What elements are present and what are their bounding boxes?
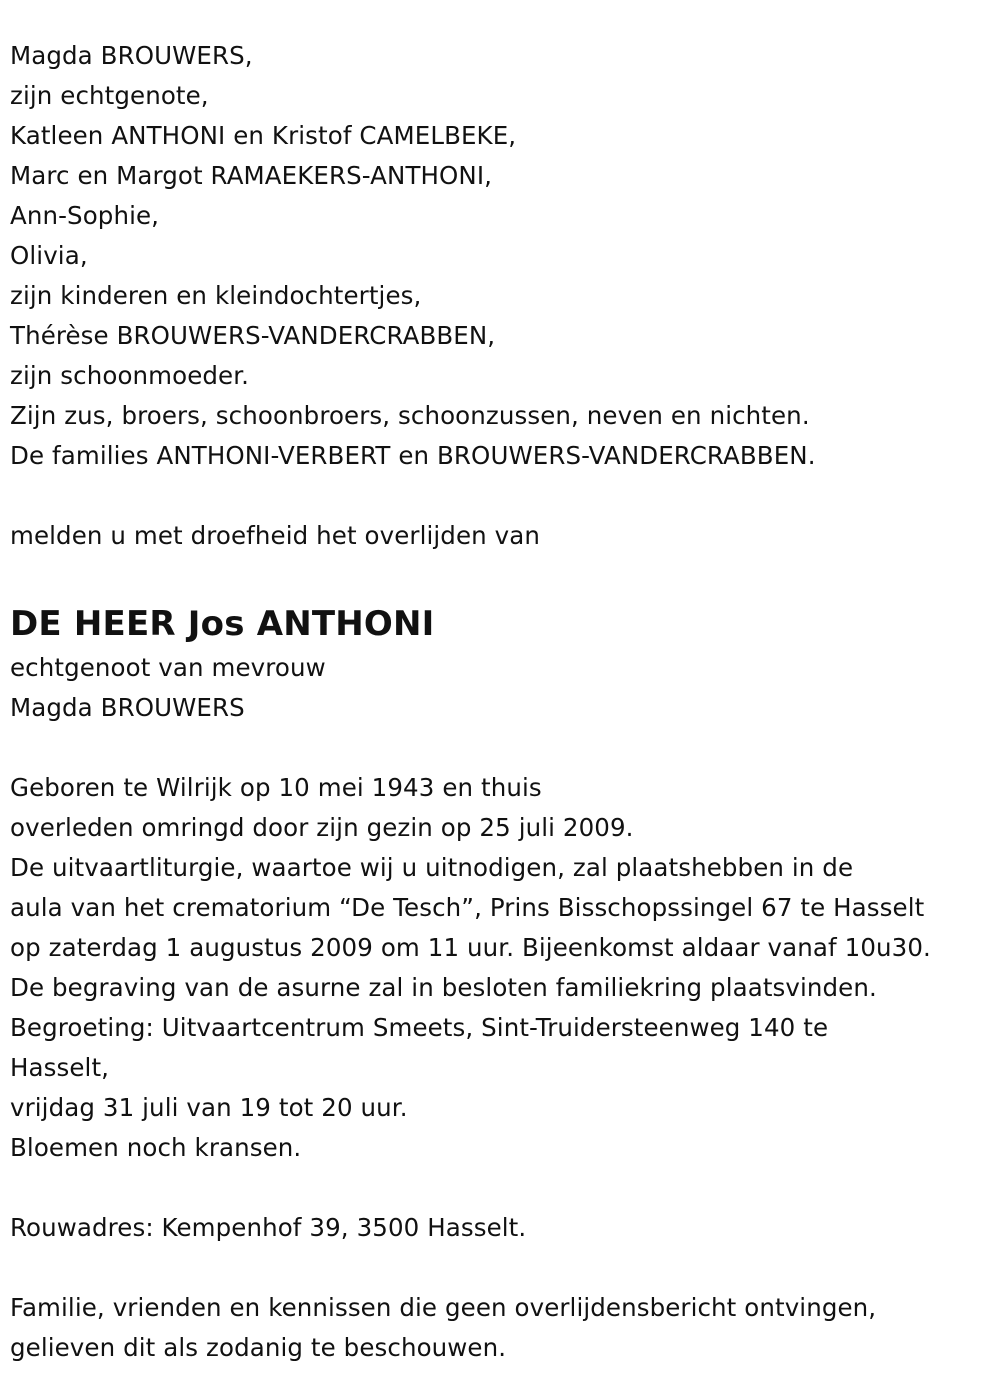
deceased-relation: echtgenoot van mevrouw — [10, 653, 326, 682]
detail-line: vrijdag 31 juli van 19 tot 20 uur. — [10, 1093, 408, 1122]
detail-line: Hasselt, — [10, 1053, 110, 1082]
family-line: zijn schoonmoeder. — [10, 361, 250, 390]
deceased-name: DE HEER Jos ANTHONI — [10, 604, 435, 644]
detail-line: aula van het crematorium “De Tesch”, Prins Bisschopssingel 67 te Hasselt — [10, 893, 925, 922]
family-line: Katleen ANTHONI en Kristof CAMELBEKE, — [10, 121, 517, 150]
family-line: De families ANTHONI-VERBERT en BROUWERS-VANDERCRABBEN. — [10, 441, 816, 470]
closing-line: Familie, vrienden en kennissen die geen overlijdensbericht ontvingen, — [10, 1293, 877, 1322]
spacer — [10, 476, 995, 516]
detail-line: De begraving van de asurne zal in besloten familiekring plaatsvinden. — [10, 973, 877, 1002]
family-line: Marc en Margot RAMAEKERS-ANTHONI, — [10, 161, 493, 190]
family-line: Olivia, — [10, 241, 88, 270]
closing-line: gelieven dit als zodanig te beschouwen. — [10, 1333, 507, 1362]
family-line: Magda BROUWERS, — [10, 41, 253, 70]
family-list — [10, 36, 995, 476]
family-line: zijn echtgenote, — [10, 81, 209, 110]
mourning-address: Rouwadres: Kempenhof 39, 3500 Hasselt. — [10, 1213, 527, 1242]
funeral-details — [10, 768, 995, 1168]
detail-line: Begroeting: Uitvaartcentrum Smeets, Sint-Truidersteenweg 140 te — [10, 1013, 829, 1042]
spacer — [10, 556, 995, 596]
obituary-document — [10, 36, 995, 1368]
family-line: Ann-Sophie, — [10, 201, 160, 230]
detail-line: De uitvaartliturgie, waartoe wij u uitnodigen, zal plaatshebben in de — [10, 853, 854, 882]
family-line: Thérèse BROUWERS-VANDERCRABBEN, — [10, 321, 496, 350]
closing-note — [10, 1288, 995, 1368]
family-line: Zijn zus, broers, schoonbroers, schoonzussen, neven en nichten. — [10, 401, 810, 430]
family-line: zijn kinderen en kleindochtertjes, — [10, 281, 422, 310]
detail-line: overleden omringd door zijn gezin op 25 juli 2009. — [10, 813, 634, 842]
spacer — [10, 728, 995, 768]
detail-line: Bloemen noch kransen. — [10, 1133, 302, 1162]
deceased-relation: Magda BROUWERS — [10, 693, 245, 722]
detail-line: op zaterdag 1 augustus 2009 om 11 uur. Bijeenkomst aldaar vanaf 10u30. — [10, 933, 931, 962]
detail-line: Geboren te Wilrijk op 10 mei 1943 en thuis — [10, 773, 542, 802]
spacer — [10, 1248, 995, 1288]
spacer — [10, 1168, 995, 1208]
announcement-text: melden u met droefheid het overlijden van — [10, 521, 540, 550]
